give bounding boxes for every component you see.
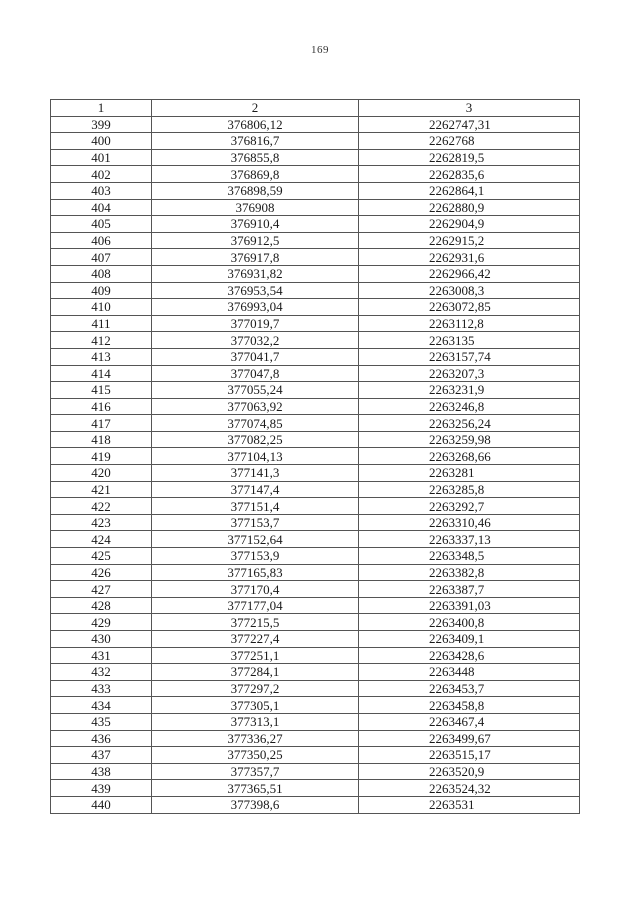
table-row	[51, 581, 580, 598]
y-coordinate-cell: 2263520,9	[359, 763, 580, 780]
x-coordinate-cell: 377082,25	[152, 431, 359, 448]
y-coordinate-cell: 2262768	[359, 133, 580, 150]
x-coordinate-cell: 376898,59	[152, 182, 359, 199]
y-coordinate-cell: 2263246,8	[359, 398, 580, 415]
y-coordinate-cell: 2262915,2	[359, 232, 580, 249]
x-coordinate-cell: 376953,54	[152, 282, 359, 299]
table-row	[51, 631, 580, 648]
point-number-cell: 410	[51, 299, 152, 316]
x-coordinate-cell: 377063,92	[152, 398, 359, 415]
point-number-cell: 427	[51, 581, 152, 598]
table-body	[51, 116, 580, 813]
y-coordinate-cell: 2263008,3	[359, 282, 580, 299]
x-coordinate-cell: 377365,51	[152, 780, 359, 797]
x-coordinate-cell: 376816,7	[152, 133, 359, 150]
point-number-cell: 409	[51, 282, 152, 299]
x-coordinate-cell: 377251,1	[152, 647, 359, 664]
table-row	[51, 780, 580, 797]
point-number-cell: 425	[51, 548, 152, 565]
y-coordinate-cell: 2263348,5	[359, 548, 580, 565]
y-coordinate-cell: 2262835,6	[359, 166, 580, 183]
y-coordinate-cell: 2263157,74	[359, 348, 580, 365]
table-row	[51, 348, 580, 365]
table-row	[51, 481, 580, 498]
x-coordinate-cell: 377019,7	[152, 315, 359, 332]
point-number-cell: 437	[51, 747, 152, 764]
x-coordinate-cell: 377165,83	[152, 564, 359, 581]
x-coordinate-cell: 376912,5	[152, 232, 359, 249]
x-coordinate-cell: 377350,25	[152, 747, 359, 764]
x-coordinate-cell: 376993,04	[152, 299, 359, 316]
x-coordinate-cell: 376917,8	[152, 249, 359, 266]
y-coordinate-cell: 2263458,8	[359, 697, 580, 714]
x-coordinate-cell: 377177,04	[152, 597, 359, 614]
y-coordinate-cell: 2263453,7	[359, 680, 580, 697]
coordinates-table	[50, 99, 580, 814]
table-row	[51, 282, 580, 299]
table-row	[51, 514, 580, 531]
y-coordinate-cell: 2263524,32	[359, 780, 580, 797]
table-row	[51, 548, 580, 565]
point-number-cell: 415	[51, 382, 152, 399]
table-row	[51, 431, 580, 448]
x-coordinate-cell: 377074,85	[152, 415, 359, 432]
point-number-cell: 402	[51, 166, 152, 183]
y-coordinate-cell: 2263112,8	[359, 315, 580, 332]
table-row	[51, 647, 580, 664]
point-number-cell: 401	[51, 149, 152, 166]
x-coordinate-cell: 377147,4	[152, 481, 359, 498]
table-row	[51, 564, 580, 581]
y-coordinate-cell: 2263499,67	[359, 730, 580, 747]
x-coordinate-cell: 376908	[152, 199, 359, 216]
y-coordinate-cell: 2262904,9	[359, 216, 580, 233]
table-row	[51, 249, 580, 266]
point-number-cell: 413	[51, 348, 152, 365]
table-row	[51, 133, 580, 150]
y-coordinate-cell: 2262864,1	[359, 182, 580, 199]
point-number-cell: 438	[51, 763, 152, 780]
point-number-cell: 406	[51, 232, 152, 249]
point-number-cell: 416	[51, 398, 152, 415]
x-coordinate-cell: 377153,9	[152, 548, 359, 565]
point-number-cell: 440	[51, 796, 152, 813]
point-number-cell: 433	[51, 680, 152, 697]
column-header-1: 1	[51, 100, 152, 117]
point-number-cell: 400	[51, 133, 152, 150]
x-coordinate-cell: 377152,64	[152, 531, 359, 548]
point-number-cell: 399	[51, 116, 152, 133]
x-coordinate-cell: 377041,7	[152, 348, 359, 365]
table-row	[51, 448, 580, 465]
y-coordinate-cell: 2263387,7	[359, 581, 580, 598]
point-number-cell: 422	[51, 498, 152, 515]
point-number-cell: 417	[51, 415, 152, 432]
y-coordinate-cell: 2263515,17	[359, 747, 580, 764]
table-row	[51, 216, 580, 233]
table-row	[51, 763, 580, 780]
point-number-cell: 426	[51, 564, 152, 581]
point-number-cell: 430	[51, 631, 152, 648]
point-number-cell: 407	[51, 249, 152, 266]
point-number-cell: 404	[51, 199, 152, 216]
table-header-row	[51, 100, 580, 117]
x-coordinate-cell: 377032,2	[152, 332, 359, 349]
y-coordinate-cell: 2263231,9	[359, 382, 580, 399]
table-row	[51, 730, 580, 747]
table-row	[51, 664, 580, 681]
point-number-cell: 431	[51, 647, 152, 664]
point-number-cell: 423	[51, 514, 152, 531]
x-coordinate-cell: 377284,1	[152, 664, 359, 681]
y-coordinate-cell: 2262880,9	[359, 199, 580, 216]
point-number-cell: 411	[51, 315, 152, 332]
point-number-cell: 403	[51, 182, 152, 199]
y-coordinate-cell: 2263382,8	[359, 564, 580, 581]
x-coordinate-cell: 377047,8	[152, 365, 359, 382]
y-coordinate-cell: 2262747,31	[359, 116, 580, 133]
table-row	[51, 697, 580, 714]
x-coordinate-cell: 377305,1	[152, 697, 359, 714]
x-coordinate-cell: 377104,13	[152, 448, 359, 465]
table-row	[51, 199, 580, 216]
x-coordinate-cell: 376869,8	[152, 166, 359, 183]
x-coordinate-cell: 377227,4	[152, 631, 359, 648]
table-row	[51, 498, 580, 515]
point-number-cell: 405	[51, 216, 152, 233]
table-row	[51, 149, 580, 166]
point-number-cell: 436	[51, 730, 152, 747]
point-number-cell: 420	[51, 465, 152, 482]
y-coordinate-cell: 2262966,42	[359, 265, 580, 282]
y-coordinate-cell: 2263268,66	[359, 448, 580, 465]
x-coordinate-cell: 376806,12	[152, 116, 359, 133]
y-coordinate-cell: 2263409,1	[359, 631, 580, 648]
table-row	[51, 398, 580, 415]
x-coordinate-cell: 376931,82	[152, 265, 359, 282]
point-number-cell: 418	[51, 431, 152, 448]
x-coordinate-cell: 377336,27	[152, 730, 359, 747]
x-coordinate-cell: 377153,7	[152, 514, 359, 531]
point-number-cell: 424	[51, 531, 152, 548]
y-coordinate-cell: 2262819,5	[359, 149, 580, 166]
point-number-cell: 429	[51, 614, 152, 631]
table-row	[51, 166, 580, 183]
y-coordinate-cell: 2263310,46	[359, 514, 580, 531]
x-coordinate-cell: 377141,3	[152, 465, 359, 482]
y-coordinate-cell: 2263448	[359, 664, 580, 681]
table-row	[51, 713, 580, 730]
table-row	[51, 299, 580, 316]
column-header-3: 3	[359, 100, 580, 117]
x-coordinate-cell: 376910,4	[152, 216, 359, 233]
point-number-cell: 414	[51, 365, 152, 382]
y-coordinate-cell: 2263135	[359, 332, 580, 349]
y-coordinate-cell: 2263259,98	[359, 431, 580, 448]
x-coordinate-cell: 376855,8	[152, 149, 359, 166]
x-coordinate-cell: 377297,2	[152, 680, 359, 697]
x-coordinate-cell: 377398,6	[152, 796, 359, 813]
point-number-cell: 421	[51, 481, 152, 498]
y-coordinate-cell: 2263207,3	[359, 365, 580, 382]
table-row	[51, 531, 580, 548]
y-coordinate-cell: 2263072,85	[359, 299, 580, 316]
y-coordinate-cell: 2263292,7	[359, 498, 580, 515]
table-row	[51, 465, 580, 482]
table-row	[51, 265, 580, 282]
point-number-cell: 428	[51, 597, 152, 614]
table-row	[51, 680, 580, 697]
table-row	[51, 747, 580, 764]
table-row	[51, 796, 580, 813]
table-row	[51, 382, 580, 399]
x-coordinate-cell: 377055,24	[152, 382, 359, 399]
y-coordinate-cell: 2262931,6	[359, 249, 580, 266]
x-coordinate-cell: 377170,4	[152, 581, 359, 598]
table-row	[51, 614, 580, 631]
point-number-cell: 435	[51, 713, 152, 730]
x-coordinate-cell: 377313,1	[152, 713, 359, 730]
y-coordinate-cell: 2263428,6	[359, 647, 580, 664]
point-number-cell: 412	[51, 332, 152, 349]
y-coordinate-cell: 2263531	[359, 796, 580, 813]
y-coordinate-cell: 2263337,13	[359, 531, 580, 548]
y-coordinate-cell: 2263256,24	[359, 415, 580, 432]
table-row	[51, 365, 580, 382]
table-row	[51, 332, 580, 349]
point-number-cell: 408	[51, 265, 152, 282]
y-coordinate-cell: 2263391,03	[359, 597, 580, 614]
y-coordinate-cell: 2263285,8	[359, 481, 580, 498]
point-number-cell: 432	[51, 664, 152, 681]
table-row	[51, 415, 580, 432]
table-row	[51, 597, 580, 614]
table-row	[51, 232, 580, 249]
x-coordinate-cell: 377151,4	[152, 498, 359, 515]
table-row	[51, 315, 580, 332]
page-number: 169	[311, 44, 329, 56]
column-header-2: 2	[152, 100, 359, 117]
point-number-cell: 419	[51, 448, 152, 465]
table-row	[51, 116, 580, 133]
x-coordinate-cell: 377357,7	[152, 763, 359, 780]
y-coordinate-cell: 2263467,4	[359, 713, 580, 730]
table-row	[51, 182, 580, 199]
y-coordinate-cell: 2263400,8	[359, 614, 580, 631]
point-number-cell: 434	[51, 697, 152, 714]
x-coordinate-cell: 377215,5	[152, 614, 359, 631]
y-coordinate-cell: 2263281	[359, 465, 580, 482]
point-number-cell: 439	[51, 780, 152, 797]
